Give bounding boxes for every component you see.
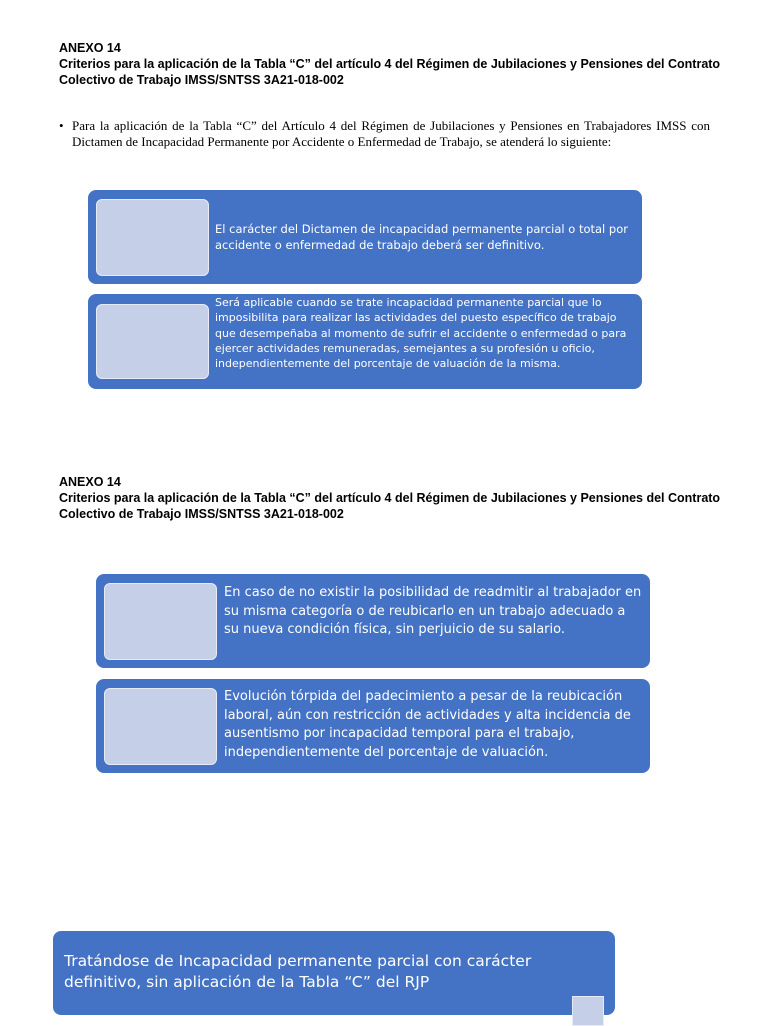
annex-title: Criterios para la aplicación de la Tabla “C” del artículo 4 del Régimen de Jubilaciones y Pensiones del Contrato Colectivo de Trabajo IMSS/SNTSS 3A21-018-002 xyxy=(59,491,721,521)
card-text: Será aplicable cuando se trate incapacidad permanente parcial que lo imposibilita para realizar las actividades del puesto específico de trabajo que desempeñaba al momento de sufrir el accidente o enfermedad o para ejercer actividades remuneradas, semejantes a su profesión u oficio, independientemente del porcentaje de valuación de la misma. xyxy=(215,296,627,371)
card-text: En caso de no existir la posibilidad de readmitir al trabajador en su misma categoría o de reubicarlo en un trabajo adecuado a su nueva condición física, sin perjuicio de su salario. xyxy=(224,585,642,637)
annex-label: ANEXO 14 xyxy=(59,475,121,489)
conclusion-box xyxy=(53,931,615,1015)
card-placeholder-shape xyxy=(96,199,209,276)
card-placeholder-shape xyxy=(104,583,217,660)
criteria-card-1 xyxy=(88,190,642,284)
criteria-card-4 xyxy=(96,679,650,773)
card-placeholder-shape xyxy=(104,688,217,765)
annex-title: Criterios para la aplicación de la Tabla “C” del artículo 4 del Régimen de Jubilaciones y Pensiones del Contrato Colectivo de Trabajo IMSS/SNTSS 3A21-018-002 xyxy=(59,57,721,87)
card-text: El carácter del Dictamen de incapacidad permanente parcial o total por accidente o enfermedad de trabajo deberá ser definitivo. xyxy=(215,222,628,252)
card-text: Evolución tórpida del padecimiento a pesar de la reubicación laboral, aún con restricción de actividades y alta incidencia de ausentismo por incapacidad temporal para el trabajo, independientemente del porcentaje de valuación. xyxy=(224,689,631,760)
annex-label: ANEXO 14 xyxy=(59,41,121,55)
connector-shape xyxy=(572,996,604,1026)
bullet-icon: • xyxy=(59,118,64,133)
conclusion-text: Tratándose de Incapacidad permanente parcial con carácter definitivo, sin aplicación de la Tabla “C” del RJP xyxy=(64,952,532,991)
criteria-card-2 xyxy=(88,294,642,389)
criteria-card-3 xyxy=(96,574,650,668)
annex-heading-1 xyxy=(59,40,739,88)
intro-text: Para la aplicación de la Tabla “C” del Artículo 4 del Régimen de Jubilaciones y Pensiones en Trabajadores IMSS con Dictamen de Incapacidad Permanente por Accidente o Enfermedad de Trabajo, se atenderá lo siguiente: xyxy=(72,118,710,149)
annex-heading-2 xyxy=(59,474,739,522)
card-placeholder-shape xyxy=(96,304,209,379)
intro-bullet xyxy=(59,118,710,150)
